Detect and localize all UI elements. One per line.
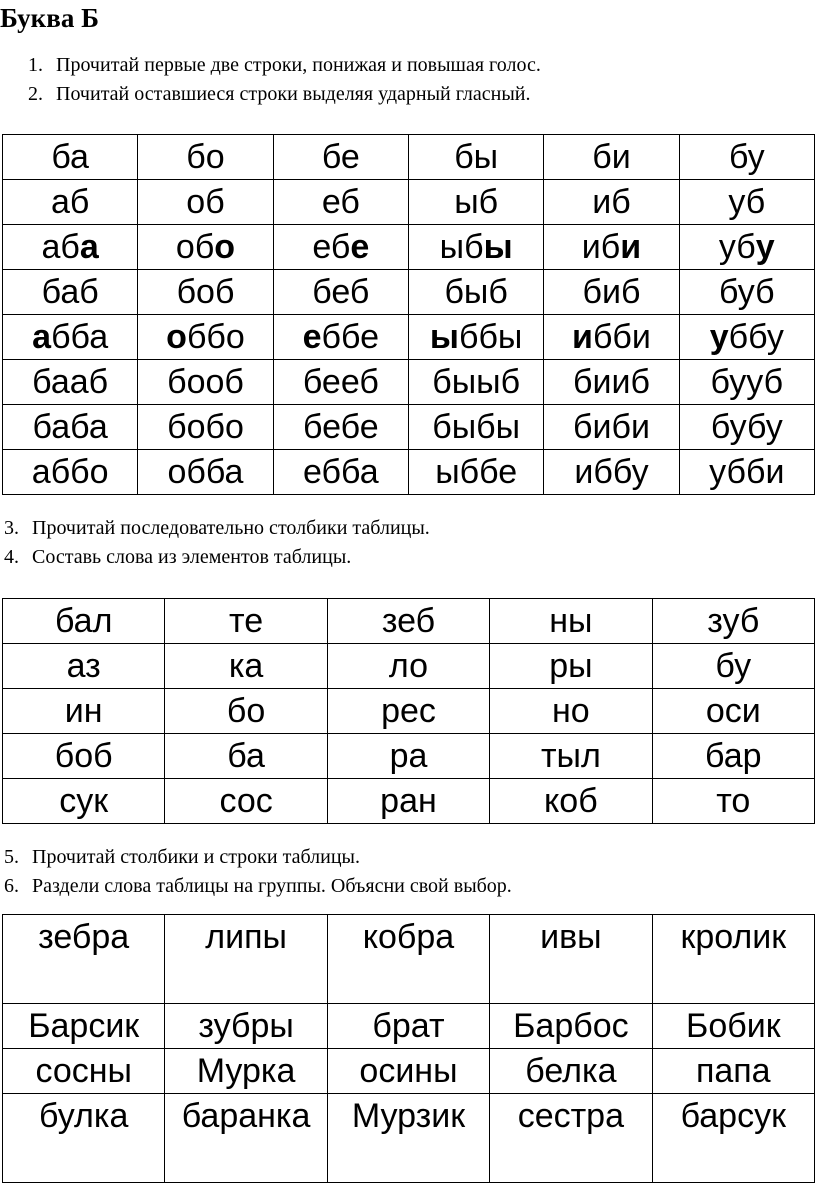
word-cell: кобра [327,915,489,1004]
syllable-text: ббе [321,318,380,356]
syllable-cell [679,450,814,495]
syllable-text: бы [454,138,499,176]
stressed-vowel: ы [429,318,459,356]
word-part-cell: то [652,779,814,824]
page-title: Буква Б [0,3,99,33]
word-cell: Барсик [3,1004,165,1049]
syllable-cell [273,450,408,495]
word-part-cell: ра [327,734,489,779]
syllable-cell [138,450,273,495]
syllable-cell [138,405,273,450]
instruction-text: Прочитай последовательно столбики таблицы. [32,517,430,539]
stressed-vowel: и [620,228,642,266]
word-part-cell: бо [165,689,327,734]
syllable-cell [408,135,543,180]
syllable-text: бба [51,318,109,356]
syllable-text: быб [444,273,508,311]
stressed-vowel: и [572,318,593,356]
syllable-text: иб [592,183,631,221]
word-cell: кролик [652,915,814,1004]
syllable-text: бебе [303,408,379,446]
instruction-text: Составь слова из элементов таблицы. [32,546,352,568]
syllable-cell [544,360,679,405]
syllable-cell [273,405,408,450]
syllable-text: бууб [710,363,784,401]
word-part-cell: но [490,689,652,734]
syllable-text: аб [41,228,80,266]
syllable-cell [3,135,138,180]
syllable-cell [408,315,543,360]
syllable-cell [679,270,814,315]
syllable-cell [138,180,273,225]
syllable-text: об [175,228,215,266]
word-part-cell: коб [490,779,652,824]
words-table [2,914,815,1183]
syllable-cell [273,270,408,315]
word-cell: белка [490,1049,652,1094]
word-part-cell: оси [652,689,814,734]
table-row [3,180,815,225]
word-cell: зубры [165,1004,327,1049]
word-part-cell: те [165,599,327,644]
word-cell: Мурка [165,1049,327,1094]
syllable-cell [544,180,679,225]
syllable-cell [138,315,273,360]
stressed-vowel: о [166,318,187,356]
syllable-text: ббы [458,318,523,356]
word-part-cell: зеб [327,599,489,644]
syllable-text: убби [709,453,785,491]
word-part-cell: ны [490,599,652,644]
instruction-number: 4. [4,546,19,568]
word-part-cell: бу [652,644,814,689]
word-part-cell: ран [327,779,489,824]
syllable-cell [544,450,679,495]
syllable-text: еб [312,228,351,266]
syllable-cell [273,315,408,360]
syllable-text: ыб [454,183,499,221]
syllable-text: боб [176,273,235,311]
syllable-cell [544,270,679,315]
table-row [3,779,815,824]
table-row [3,915,815,1004]
syllable-text: аб [50,183,90,221]
syllable-cell [408,225,543,270]
syllables-table [2,134,815,495]
syllable-cell [3,225,138,270]
instruction-item [28,51,541,80]
word-part-cell: ло [327,644,489,689]
word-cell: Мурзик [327,1094,489,1183]
syllable-cell [3,315,138,360]
syllable-text: буб [719,273,775,311]
syllable-cell [138,225,273,270]
word-part-cell: тыл [490,734,652,779]
instruction-item [4,543,430,572]
syllable-cell [3,270,138,315]
syllable-text: уб [728,183,766,221]
syllable-cell [544,135,679,180]
word-cell: барсук [652,1094,814,1183]
syllable-cell [273,225,408,270]
instruction-item [28,80,541,109]
instruction-number: 6. [4,875,19,897]
word-cell: зебра [3,915,165,1004]
syllable-text: баба [32,408,108,446]
instructions-list-3 [4,843,512,901]
syllable-text: еб [321,183,360,221]
stressed-vowel: е [350,228,370,266]
instruction-item [4,843,512,872]
word-part-cell: бар [652,734,814,779]
table-row [3,450,815,495]
instruction-text: Прочитай первые две строки, понижая и повышая голос. [56,54,541,76]
table-row [3,270,815,315]
word-parts-table [2,598,815,824]
table-row [3,405,815,450]
word-part-cell: боб [3,734,165,779]
syllable-cell [273,360,408,405]
table-row [3,225,815,270]
table-row [3,135,815,180]
syllable-text: уб [718,228,756,266]
instructions-list-1 [28,51,541,109]
syllable-cell [408,405,543,450]
syllable-cell [544,225,679,270]
syllable-text: би [592,138,631,176]
syllable-text: ббо [186,318,245,356]
word-cell: сосны [3,1049,165,1094]
table-row [3,1004,815,1049]
word-cell: Бобик [652,1004,814,1049]
instruction-item [4,872,512,901]
word-part-cell: ка [165,644,327,689]
table-row [3,644,815,689]
syllable-cell [679,315,814,360]
instruction-number: 2. [28,83,43,105]
syllable-text: бооб [167,363,244,401]
syllable-text: бааб [32,363,109,401]
syllable-cell [408,270,543,315]
syllable-cell [3,180,138,225]
instructions-list-2 [4,514,430,572]
syllable-text: бе [321,138,360,176]
instruction-item [4,514,430,543]
syllable-cell [408,450,543,495]
stressed-vowel: о [214,228,236,266]
syllable-cell [408,180,543,225]
word-cell: липы [165,915,327,1004]
syllable-text: аббо [31,453,109,491]
word-part-cell: рес [327,689,489,734]
table-row [3,315,815,360]
word-cell: сестра [490,1094,652,1183]
syllable-text: биби [573,408,650,446]
syllable-cell [408,360,543,405]
syllable-cell [679,405,814,450]
syllable-text: бииб [573,363,650,401]
word-cell: Барбос [490,1004,652,1049]
stressed-vowel: а [79,228,99,266]
syllable-text: бобо [167,408,244,446]
stressed-vowel: ы [483,228,513,266]
table-row [3,1049,815,1094]
word-cell: баранка [165,1094,327,1183]
word-part-cell: ба [165,734,327,779]
table-row [3,1094,815,1183]
syllable-text: баб [41,273,99,311]
table-row [3,734,815,779]
syllable-cell [3,360,138,405]
word-part-cell: ры [490,644,652,689]
instruction-number: 5. [4,846,19,868]
syllable-text: обба [167,453,244,491]
syllable-cell [679,360,814,405]
syllable-text: бу [728,138,765,176]
word-part-cell: бал [3,599,165,644]
syllable-text: ебба [303,453,379,491]
word-cell: ивы [490,915,652,1004]
syllable-cell [273,135,408,180]
syllable-text: бо [186,138,225,176]
syllable-cell [273,180,408,225]
word-cell: папа [652,1049,814,1094]
word-part-cell: зуб [652,599,814,644]
instruction-text: Раздели слова таблицы на группы. Объясни свой выбор. [32,875,512,897]
syllable-cell [138,360,273,405]
stressed-vowel: е [302,318,322,356]
syllable-cell [679,180,814,225]
word-cell: булка [3,1094,165,1183]
syllable-text: иб [581,228,621,266]
syllable-cell [3,405,138,450]
syllable-text: об [186,183,225,221]
syllable-text: ыб [439,228,484,266]
syllable-text: быбы [432,408,521,446]
syllable-text: ббу [728,318,784,356]
syllable-cell [138,135,273,180]
word-part-cell: сук [3,779,165,824]
syllable-text: быыб [432,363,521,401]
table-row [3,599,815,644]
stressed-vowel: а [32,318,52,356]
syllable-text: бубу [710,408,783,446]
syllable-cell [544,315,679,360]
syllable-text: бби [592,318,651,356]
syllable-cell [3,450,138,495]
table-row [3,689,815,734]
word-part-cell: аз [3,644,165,689]
syllable-cell [679,135,814,180]
syllable-cell [679,225,814,270]
syllable-text: ба [51,138,89,176]
syllable-cell [138,270,273,315]
word-part-cell: сос [165,779,327,824]
instruction-text: Почитай оставшиеся строки выделяя ударный гласный. [56,83,531,105]
stressed-vowel: у [709,318,729,356]
instruction-number: 1. [28,54,43,76]
instruction-number: 3. [4,517,19,539]
syllable-text: бееб [302,363,379,401]
word-cell: осины [327,1049,489,1094]
syllable-text: иббу [574,453,649,491]
syllable-text: ыббе [435,453,518,491]
syllable-text: беб [312,273,370,311]
stressed-vowel: у [755,228,775,266]
word-part-cell: ин [3,689,165,734]
syllable-cell [544,405,679,450]
instruction-text: Прочитай столбики и строки таблицы. [32,846,360,868]
syllable-text: биб [582,273,641,311]
table-row [3,360,815,405]
word-cell: брат [327,1004,489,1049]
